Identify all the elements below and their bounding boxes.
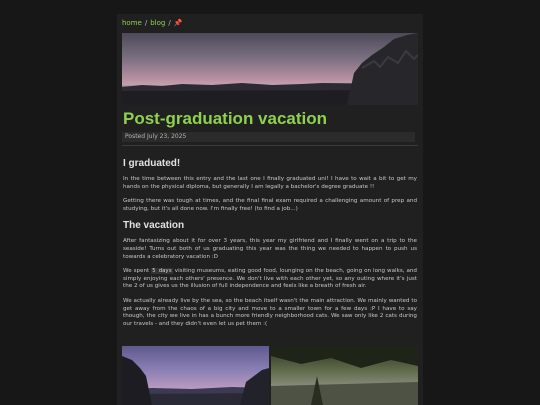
breadcrumb: [122, 19, 182, 27]
breadcrumb-separator: /: [144, 19, 148, 27]
photo-trees[interactable]: [271, 346, 418, 405]
post-title: Post-graduation vacation: [123, 109, 328, 128]
breadcrumb-separator: /: [168, 19, 171, 27]
section-heading: The vacation: [123, 220, 185, 232]
photo-sunset-scenery: [122, 346, 269, 405]
paragraph: In the time between this entry and the last one I finally graduated uni! I have to wait a bit to get my hands on the physical diploma, but generally I am legally a bachelor's degree graduate !!: [123, 176, 417, 190]
paragraph: Getting there was tough at times, and the final final exam required a challenging amount of prep and studying, but it's all done now. I'm finally free! (to find a job...): [123, 198, 417, 212]
paragraph: We actually already live by the sea, so the beach itself wasn't the main attraction. We mainly wanted to get away from the chaos of a big city and move to a smaller town for a few days :P I have to say though, the city we live in has a bunch more friendly neighborhood cats. We saw only like 2 cats during our travels - and they didn't even let us pet them :(: [123, 297, 417, 327]
banner-image: [122, 33, 418, 105]
breadcrumb-home-link[interactable]: home: [122, 19, 142, 27]
paragraph-text: visiting museums, eating good food, lounging on the beach, going on long walks, and simply enjoying each others' presence. We don't live with each other yet, so any outing where it's just the 2 of us gives us the illusion of full independence and feels like a breath of fresh air.: [123, 268, 417, 290]
section-heading: I graduated!: [123, 158, 181, 169]
photo-gallery: [122, 346, 418, 405]
post-date: Posted July 23, 2025: [122, 132, 415, 142]
divider: [122, 145, 418, 146]
paragraph: After fantasizing about it for over 3 years, this year my girlfriend and I finally went on a trip to the seaside! Turns out both of us graduating this year was the thing we needed to happen to push us towards a celebratory vacation :D: [123, 238, 417, 260]
paragraph: [123, 268, 417, 291]
photo-sunset[interactable]: [122, 346, 269, 405]
post-content: [123, 158, 417, 335]
paragraph-text: We spent: [123, 268, 150, 275]
banner-scenery: [122, 33, 418, 105]
breadcrumb-blog-link[interactable]: blog: [150, 19, 166, 27]
pin-icon: 📌: [173, 19, 183, 27]
photo-trees-scenery: [271, 346, 418, 405]
inline-code: 5 days: [152, 268, 172, 275]
blog-post-page: [117, 14, 423, 405]
